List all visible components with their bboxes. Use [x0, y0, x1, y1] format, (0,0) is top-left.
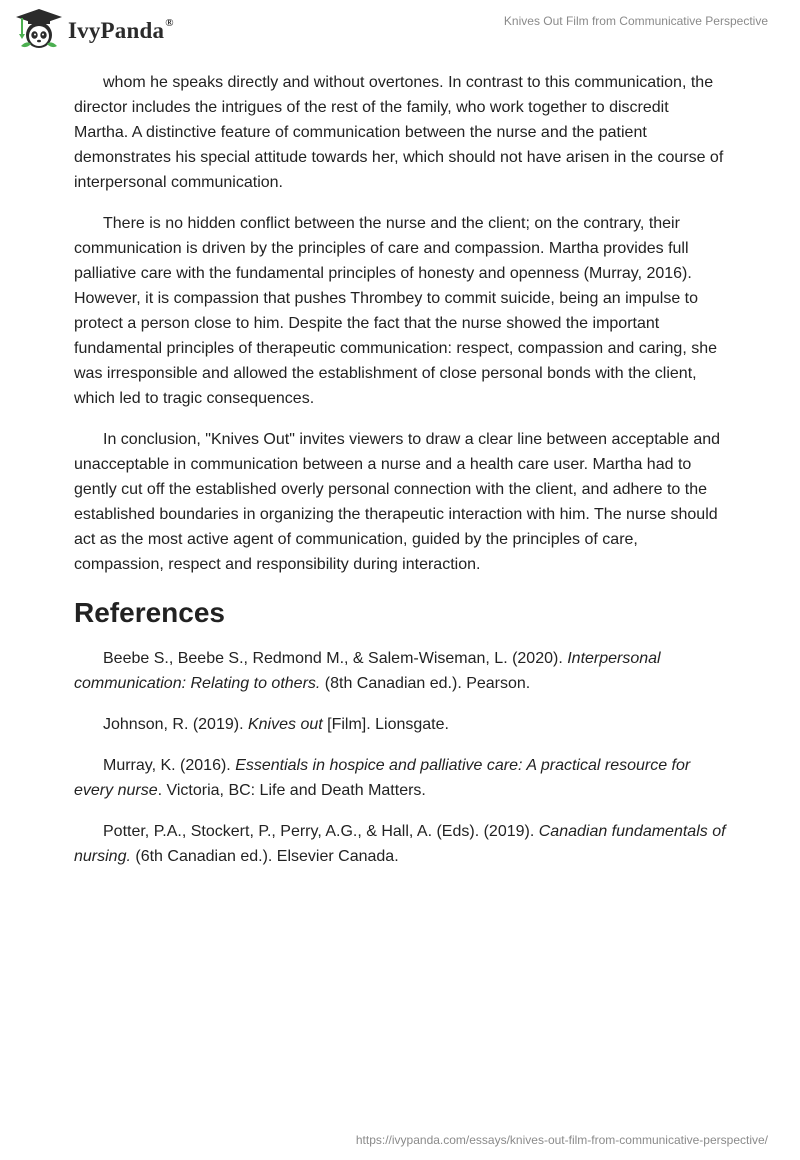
body-paragraph: In conclusion, "Knives Out" invites viewers to draw a clear line between acceptable and unacceptable in communication between a nurse and a health care user. Martha had to gently cut off the established overly personal connection with the client, and adhere to the established boundaries in organizing the therapeutic interaction with him. The nurse should act as the most active agent of communication, guided by the principles of care, compassion, respect and responsibility during interaction. — [74, 431, 721, 573]
page-header — [0, 0, 800, 66]
reference-item: Murray, K. (2016). Essentials in hospice and palliative care: A practical resource for every nurse. Victoria, BC: Life and Death Matters. — [74, 757, 691, 799]
panda-graduate-icon — [14, 8, 64, 50]
ivypanda-logo[interactable] — [14, 8, 174, 50]
reference-item: Johnson, R. (2019). Knives out [Film]. Lionsgate. — [103, 716, 449, 733]
reference-item: Beebe S., Beebe S., Redmond M., & Salem-Wiseman, L. (2020). Interpersonal communication: Relating to others. (8th Canadian ed.). Pearson. — [74, 650, 661, 692]
document-title: Knives Out Film from Communicative Perspective — [503, 14, 768, 28]
essay-content — [74, 70, 726, 885]
brand-name: IvyPanda® — [68, 17, 174, 43]
source-url-link[interactable]: https://ivypanda.com/essays/knives-out-film-from-communicative-perspective/ — [355, 1133, 768, 1147]
body-paragraph: whom he speaks directly and without overtones. In contrast to this communication, the director includes the intrigues of the rest of the family, who work together to discredit Martha. A distinctive feature of communication between the nurse and the patient demonstrates his special attitude towards her, which should not have arisen in the course of interpersonal communication. — [74, 74, 724, 191]
references-heading: References — [74, 597, 225, 628]
body-paragraph: There is no hidden conflict between the nurse and the client; on the contrary, their communication is driven by the principles of care and compassion. Martha provides full palliative care with the fundamental principles of honesty and openness (Murray, 2016). However, it is compassion that pushes Thrombey to commit suicide, being an impulse to protect a person close to him. Despite the fact that the nurse showed the important fundamental principles of therapeutic communication: respect, compassion and caring, she was irresponsible and allowed the establishment of close personal bonds with the client, which led to tragic consequences. — [74, 215, 718, 407]
reference-item: Potter, P.A., Stockert, P., Perry, A.G., & Hall, A. (Eds). (2019). Canadian fundamentals of nursing. (6th Canadian ed.). Elsevier Canada. — [74, 823, 726, 865]
